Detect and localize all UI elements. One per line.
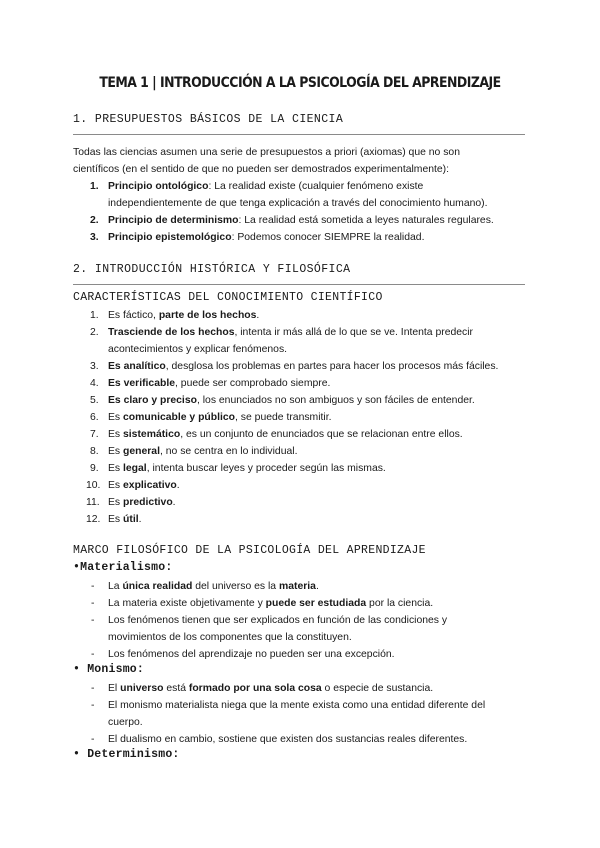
characteristic-prefix: Es	[108, 446, 124, 457]
section-1-intro-line-2: científicos (en el sentido de que no pueden ser demostrados experimentalmente):	[73, 164, 450, 175]
principle-item-continuation: independientemente de que tenga explicación a través del conocimiento humano).	[108, 198, 488, 209]
characteristic-number: 6.	[90, 412, 99, 423]
principle-name: Principio ontológico	[108, 181, 209, 192]
characteristic-text: , desglosa los problemas en partes para hacer los procesos más fáciles.	[165, 361, 499, 372]
item-emphasis: única realidad	[122, 581, 193, 592]
item-text: El monismo materialista niega que la mente exista como una entidad diferente del	[108, 700, 486, 711]
characteristic-number: 12.	[86, 514, 101, 525]
characteristic-number: 9.	[90, 463, 99, 474]
principle-item	[90, 178, 528, 195]
determinism-heading: • Determinismo:	[73, 748, 180, 761]
item-emphasis: puede ser estudiada	[265, 598, 367, 609]
item-text: La	[108, 581, 123, 592]
philosophical-framework-heading: MARCO FILOSÓFICO DE LA PSICOLOGÍA DEL APRENDIZAJE	[73, 544, 426, 557]
characteristic-number: 11.	[86, 497, 100, 508]
characteristic-text: .	[172, 497, 176, 508]
characteristic-text: .	[176, 480, 180, 491]
item-text: El	[108, 683, 121, 694]
materialism-item	[91, 612, 528, 629]
characteristic-number: 10.	[86, 480, 101, 491]
characteristic-prefix: Es	[108, 429, 124, 440]
characteristic-text: , intenta buscar leyes y proceder según las mismas.	[146, 463, 386, 474]
item-text: está	[163, 683, 189, 694]
characteristic-item	[90, 375, 528, 392]
materialism-item-continuation: movimientos de los componentes que la constituyen.	[108, 632, 352, 643]
dash-bullet: -	[91, 700, 95, 711]
monism-item	[91, 697, 528, 714]
characteristic-key: Es claro y preciso	[108, 395, 197, 406]
item-emphasis: materia	[278, 581, 316, 592]
characteristic-text: , intenta ir más allá de lo que se ve. Intenta predecir	[234, 327, 474, 338]
characteristic-number: 8.	[90, 446, 99, 457]
characteristic-key: legal	[123, 463, 147, 474]
item-text: .	[315, 581, 319, 592]
characteristic-item	[90, 324, 528, 341]
item-text: del universo es la	[192, 581, 279, 592]
principle-number: 2.	[90, 215, 99, 226]
characteristic-key: general	[123, 446, 160, 457]
characteristic-text: , es un conjunto de enunciados que se relacionan entre ellos.	[180, 429, 463, 440]
characteristic-text: , se puede transmitir.	[235, 412, 332, 423]
characteristic-key: útil	[123, 514, 139, 525]
characteristic-number: 1.	[90, 310, 99, 321]
characteristic-item-continuation: acontecimientos y explicar fenómenos.	[108, 344, 288, 355]
characteristic-key: parte de los hechos	[158, 310, 257, 321]
characteristic-item	[86, 494, 528, 511]
characteristic-text: , no se centra en lo individual.	[159, 446, 298, 457]
section-2-heading: 2. INTRODUCCIÓN HISTÓRICA Y FILOSÓFICA	[73, 263, 351, 276]
characteristic-text: , puede ser comprobado siempre.	[175, 378, 331, 389]
page-title: TEMA 1 | INTRODUCCIÓN A LA PSICOLOGÍA DEL APRENDIZAJE	[99, 75, 501, 91]
principle-item	[90, 212, 528, 229]
characteristic-number: 7.	[90, 429, 99, 440]
characteristic-number: 3.	[90, 361, 99, 372]
dash-bullet: -	[91, 581, 95, 592]
monism-item-continuation: cuerpo.	[108, 717, 143, 728]
item-text: Los fenómenos del aprendizaje no pueden ser una excepción.	[108, 649, 395, 660]
characteristic-key: predictivo	[123, 497, 173, 508]
principle-text: : La realidad está sometida a leyes naturales regulares.	[238, 215, 494, 226]
characteristic-prefix: Es	[108, 514, 124, 525]
principle-number: 3.	[90, 232, 99, 243]
characteristic-item	[90, 409, 528, 426]
dash-bullet: -	[91, 683, 95, 694]
monism-heading: • Monismo:	[73, 663, 145, 676]
dash-bullet: -	[91, 734, 95, 745]
characteristic-item	[90, 392, 528, 409]
materialism-item	[91, 578, 528, 595]
characteristic-number: 2.	[90, 327, 99, 338]
characteristic-item	[90, 443, 528, 460]
characteristic-prefix: Es	[108, 497, 124, 508]
characteristic-prefix: Es fáctico,	[108, 310, 159, 321]
characteristic-item	[90, 307, 528, 324]
characteristic-item	[90, 358, 528, 375]
item-text: o especie de sustancia.	[321, 683, 434, 694]
monism-item	[91, 731, 528, 748]
principle-text: : Podemos conocer SIEMPRE la realidad.	[231, 232, 425, 243]
item-text: Los fenómenos tienen que ser explicados en función de las condiciones y	[108, 615, 448, 626]
principle-number: 1.	[90, 181, 99, 192]
section-2-rule	[73, 284, 525, 285]
characteristic-number: 4.	[90, 378, 99, 389]
item-emphasis: formado por una sola cosa	[188, 683, 322, 694]
item-text: El dualismo en cambio, sostiene que existen dos sustancias reales diferentes.	[108, 734, 468, 745]
characteristic-key: sistemático	[123, 429, 181, 440]
materialism-heading: •Materialismo:	[73, 561, 173, 574]
dash-bullet: -	[91, 615, 95, 626]
principle-item	[90, 229, 528, 246]
principle-name: Principio epistemológico	[108, 232, 232, 243]
characteristic-text: , los enunciados no son ambiguos y son fáciles de entender.	[196, 395, 475, 406]
characteristic-key: Es analítico	[108, 361, 166, 372]
materialism-item	[91, 595, 528, 612]
characteristic-prefix: Es	[108, 412, 124, 423]
materialism-item	[91, 646, 528, 663]
characteristic-prefix: Es	[108, 480, 124, 491]
section-1-intro-line-1: Todas las ciencias asumen una serie de presupuestos a priori (axiomas) que no son	[73, 147, 460, 158]
monism-item	[91, 680, 528, 697]
item-text: por la ciencia.	[366, 598, 434, 609]
characteristic-text: .	[256, 310, 260, 321]
characteristic-key: Trasciende de los hechos	[108, 327, 235, 338]
principle-text: : La realidad existe (cualquier fenómeno existe	[208, 181, 424, 192]
section-1-rule	[73, 134, 525, 135]
characteristic-item	[90, 426, 528, 443]
dash-bullet: -	[91, 598, 95, 609]
characteristic-prefix: Es	[108, 463, 124, 474]
characteristic-item	[86, 511, 528, 528]
item-text: La materia existe objetivamente y	[108, 598, 266, 609]
dash-bullet: -	[91, 649, 95, 660]
characteristic-item	[90, 460, 528, 477]
characteristic-key: explicativo	[123, 480, 177, 491]
characteristic-key: Es verificable	[108, 378, 176, 389]
characteristic-number: 5.	[90, 395, 99, 406]
section-1-heading: 1. PRESUPUESTOS BÁSICOS DE LA CIENCIA	[73, 113, 344, 126]
characteristics-heading: CARACTERÍSTICAS DEL CONOCIMIENTO CIENTÍFICO	[73, 291, 383, 304]
characteristic-key: comunicable y público	[123, 412, 236, 423]
characteristic-text: .	[138, 514, 142, 525]
characteristic-item	[86, 477, 528, 494]
item-emphasis: universo	[120, 683, 164, 694]
principle-name: Principio de determinismo	[108, 215, 239, 226]
